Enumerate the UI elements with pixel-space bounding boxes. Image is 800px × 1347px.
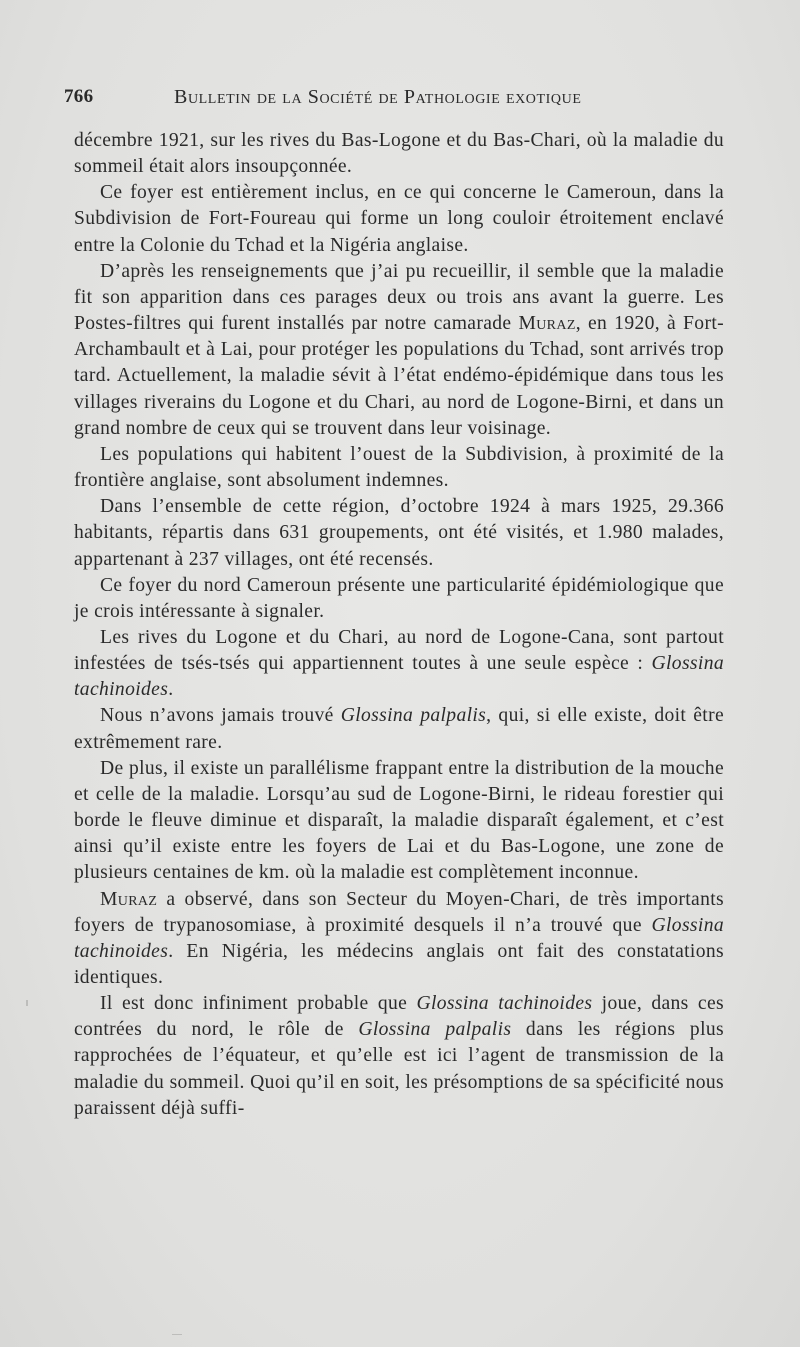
species-name: Glossina tachinoides <box>416 993 593 1015</box>
author-name: Muraz <box>518 313 576 335</box>
species-name: Glossina palpalis <box>358 1019 512 1041</box>
text-run: Il est donc infiniment probable que <box>100 993 417 1015</box>
body-text <box>74 128 724 1122</box>
text-run: Les rives du Logone et du Chari, au nord de Logone-Cana, sont partout infestées de tsés-tsés qui appartiennent toutes à une seule espèce : <box>74 626 724 675</box>
author-name: Muraz <box>100 888 158 910</box>
text-run: Nous n’avons jamais trouvé <box>100 705 341 727</box>
paragraph-parallelisme: De plus, il existe un parallélisme frappant entre la distribution de la mouche et celle de la maladie. Lorsqu’au sud de Logone-Birni, le rideau forestier qui borde le fleuve diminue et disparaît, la maladie disparaît également, et c’est ainsi qu’il existe entre les foyers de Lai et du Bas-Logone, une zone de plusieurs centaines de km. où la maladie est complètement inconnue. <box>74 757 724 884</box>
text-run: . En Nigéria, les médecins anglais ont fait des constatations identiques. <box>74 940 724 988</box>
page-number: 766 <box>64 86 94 107</box>
paragraph-foyer-cameroun: Ce foyer est entièrement inclus, en ce qui concerne le Cameroun, dans la Subdivision de Fort-Foureau qui forme un long couloir étroitement enclavé entre la Colonie du Tchad et la Nigéria anglaise. <box>74 182 724 256</box>
paragraph-rives <box>74 625 724 703</box>
paragraph-continuation: décembre 1921, sur les rives du Bas-Logone et du Bas-Chari, où la maladie du sommeil était alors insoupçonnée. <box>74 130 724 178</box>
text-run: joue, dans ces contrées du nord, le rôle de <box>74 993 725 1041</box>
text-run: , en 1920, à Fort-Archambault et à Lai, pour protéger les populations du Tchad, sont arrivés trop tard. Actuellement, la maladie sévit à l’état endémo-épidémique dans tous les villages riverains du Logone et du Chari, au nord de Logone-Birni, et dans un grand nombre de ceux qui se trouvent dans leur voisinage. <box>74 313 724 439</box>
species-name: Glossina tachinoides <box>74 914 724 962</box>
text-run: D’après les renseignements que j’ai pu recueillir, il semble que la maladie fit son apparition dans ces parages deux ou trois ans avant la guerre. Les Postes-filtres qui furent installés par notre camarade <box>74 260 724 335</box>
paragraph-conclusion <box>74 991 724 1122</box>
text-run: , qui, si elle existe, doit être extrêmement rare. <box>74 705 724 753</box>
text-run: a observé, dans son Secteur du Moyen-Chari, de très importants foyers de trypanosomiase, à proximité desquels il n’a trouvé que <box>74 888 724 936</box>
scan-speck <box>26 1000 28 1006</box>
paragraph-statistics: Dans l’ensemble de cette région, d’octobre 1924 à mars 1925, 29.366 habitants, répartis dans 631 groupements, ont été visités, et 1.980 malades, appartenant à 237 villages, ont été recensés. <box>74 496 724 570</box>
paragraph-particularite: Ce foyer du nord Cameroun présente une particularité épidémiologique que je crois intéressante à signaler. <box>74 574 724 622</box>
scan-speck <box>172 1334 182 1335</box>
species-name: Glossina palpalis <box>340 705 487 727</box>
paragraph-populations: Les populations qui habitent l’ouest de la Subdivision, à proximité de la frontière anglaise, sont absolument indemnes. <box>74 443 724 492</box>
running-header <box>64 86 724 112</box>
paragraph-renseignements <box>74 259 724 442</box>
paragraph-palpalis <box>74 703 724 755</box>
text-run: . <box>168 679 174 701</box>
journal-title: Bulletin de la Société de Pathologie exotique <box>174 86 582 108</box>
species-name: Glossina tachinoides <box>74 653 724 701</box>
text-run: dans les régions plus rapprochées de l’équateur, et qu’elle est ici l’agent de transmission de la maladie du sommeil. Quoi qu’il en soit, les présomptions de sa spécificité nous paraissent déjà suffi- <box>74 1019 724 1119</box>
paragraph-muraz-observation <box>74 887 724 992</box>
